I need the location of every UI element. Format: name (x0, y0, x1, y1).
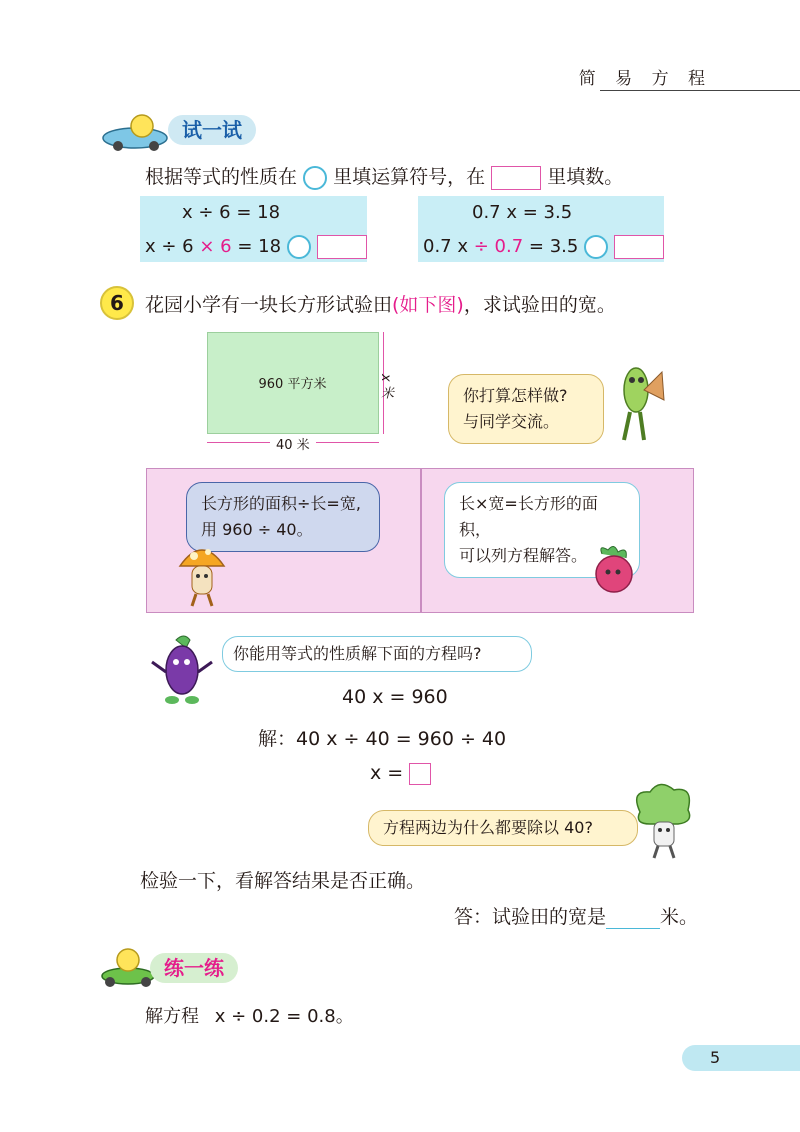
result-blank[interactable] (409, 763, 431, 785)
try-section-label: 试一试 (182, 118, 242, 142)
answer-unit: 米。 (660, 906, 699, 928)
right-number-blank[interactable] (614, 235, 664, 259)
practice-section-tag (150, 953, 238, 983)
answer-line (454, 902, 698, 929)
main-equation: 40 x = 960 (342, 686, 448, 708)
try-instruction (145, 162, 623, 190)
approach-right-line-2: 可以列方程解答。 (459, 546, 588, 565)
question-text-end: ，求试验田的宽。 (463, 294, 616, 316)
left-equation-2 (145, 235, 367, 259)
approach-left-line-1: 长方形的面积÷长=宽, (201, 494, 361, 513)
discussion-line-1: 你打算怎样做? (463, 386, 568, 405)
chapter-title: 简 易 方 程 (578, 69, 712, 89)
eggplant-bubble (222, 636, 532, 672)
example-question (145, 290, 616, 317)
page-number: 5 (682, 1045, 800, 1071)
try-section-tag (168, 115, 256, 145)
scooter-mascot-icon (98, 946, 158, 988)
answer-blank[interactable] (606, 910, 660, 929)
solution-step: 40 x ÷ 40 = 960 ÷ 40 (296, 728, 507, 750)
result-text: x = (370, 762, 404, 784)
practice-equation: x ÷ 0.2 = 0.8。 (214, 1006, 354, 1027)
operator-blank-sample (303, 166, 327, 190)
panel-divider (420, 469, 422, 612)
left-number-blank[interactable] (317, 235, 367, 259)
solution-line (258, 724, 506, 751)
right-equation-1 (472, 202, 572, 223)
car-mascot-icon (100, 110, 170, 152)
right-operator-blank[interactable] (584, 235, 608, 259)
left-eq2-pre: x ÷ 6 (145, 236, 200, 257)
right-eq2-post: = 3.5 (523, 236, 579, 257)
right-equation-2 (423, 235, 664, 259)
approach-right-line-1: 长×宽=长方形的面积， (459, 494, 598, 539)
instruction-text-1: 根据等式的性质在 (145, 166, 298, 188)
radish-mascot-icon (588, 544, 640, 596)
number-blank-sample (491, 166, 541, 190)
left-operator-blank[interactable] (287, 235, 311, 259)
solution-label: 解： (258, 728, 297, 750)
discussion-bubble (448, 374, 604, 444)
approach-left-line-2: 用 960 ÷ 40。 (201, 520, 313, 539)
instruction-text-3: 里填数。 (547, 166, 624, 188)
left-equation-1 (182, 202, 280, 223)
right-eq1-text: 0.7 x = 3.5 (472, 202, 573, 223)
instruction-text-2: 里填运算符号，在 (333, 166, 486, 188)
practice-label: 解方程 (145, 1006, 199, 1027)
left-eq2-pink: × 6 (199, 236, 232, 257)
practice-section-label: 练一练 (164, 956, 224, 980)
question-text: 花园小学有一块长方形试验田 (145, 294, 393, 316)
example-number-badge: 6 (100, 286, 134, 320)
area-label: 960 平方米 (258, 377, 327, 392)
question-figure-ref: (如下图) (392, 294, 464, 316)
why-bubble (368, 810, 638, 846)
eggplant-mascot-icon (146, 632, 216, 706)
right-eq2-pre: 0.7 x (423, 236, 474, 257)
check-instruction: 检验一下，看解答结果是否正确。 (140, 870, 426, 892)
right-eq2-pink: ÷ 0.7 (473, 236, 524, 257)
why-question: 方程两边为什么都要除以 40? (383, 818, 593, 837)
result-line (370, 762, 431, 785)
left-eq2-post: = 18 (231, 236, 282, 257)
cabbage-mascot-icon (630, 782, 698, 860)
eggplant-question: 你能用等式的性质解下面的方程吗? (233, 644, 482, 663)
practice-problem (145, 1002, 354, 1028)
pea-pod-mascot-icon (614, 360, 669, 445)
left-eq1-text: x ÷ 6 = 18 (182, 202, 281, 223)
answer-text: 答：试验田的宽是 (454, 906, 607, 928)
header-rule (600, 90, 800, 91)
height-label: x 米 (378, 374, 393, 399)
discussion-line-2: 与同学交流。 (463, 412, 560, 431)
width-label: 40 米 (270, 434, 316, 453)
mushroom-mascot-icon (176, 540, 228, 608)
